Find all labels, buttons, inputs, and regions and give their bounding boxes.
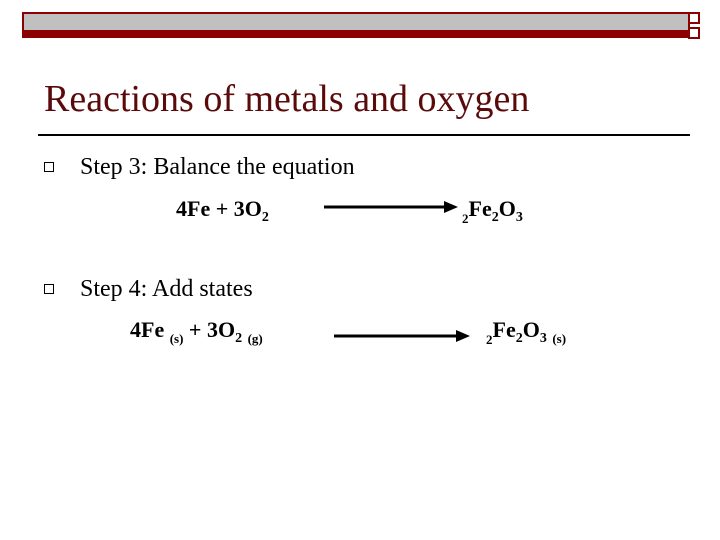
corner-square-icon: [688, 12, 700, 24]
step3-plus-oxygen: + 3O: [215, 196, 262, 221]
hollow-square-bullet-icon: [44, 162, 54, 172]
step4-product-o: O: [522, 317, 540, 342]
step4-reactant2-state: (g): [247, 331, 263, 346]
step4-product-fe: Fe: [492, 317, 516, 342]
title-divider: [38, 134, 690, 136]
slide-title: Reactions of metals and oxygen: [44, 78, 530, 120]
step4-oxygen-subscript: 2: [235, 331, 243, 346]
step4-product-state: (s): [552, 331, 567, 346]
step3-product-o-subscript: 3: [515, 210, 523, 225]
step4-reactant1: 4Fe: [130, 317, 165, 342]
step3-oxygen-subscript: 2: [261, 210, 269, 225]
step3-product: [462, 198, 523, 225]
step3-product-o: O: [498, 196, 516, 221]
step4-reactant1-state: (s): [169, 331, 184, 346]
step3-product-fe: Fe: [468, 196, 492, 221]
step3-product-coefficient: 2: [462, 211, 469, 226]
step4-plus-oxygen: + 3O: [188, 317, 236, 342]
step3-text: Step 3: Balance the equation: [80, 154, 355, 180]
step4-product-fe-subscript: 2: [515, 331, 523, 346]
step4-product-coefficient: 2: [486, 332, 493, 347]
corner-square-icon: [688, 27, 700, 39]
step3-reactants: [176, 198, 269, 225]
step3-product-fe-subscript: 2: [491, 210, 499, 225]
step3-reactant1: 4Fe: [176, 196, 211, 221]
reaction-arrow-icon: [324, 200, 458, 214]
step4-product-o-subscript: 3: [539, 331, 547, 346]
step4-product: [486, 319, 566, 346]
hollow-square-bullet-icon: [44, 284, 54, 294]
header-bar-line: [22, 30, 690, 36]
step4-text: Step 4: Add states: [80, 276, 253, 302]
step4-reactants: [130, 319, 263, 346]
reaction-arrow-icon: [334, 329, 470, 343]
